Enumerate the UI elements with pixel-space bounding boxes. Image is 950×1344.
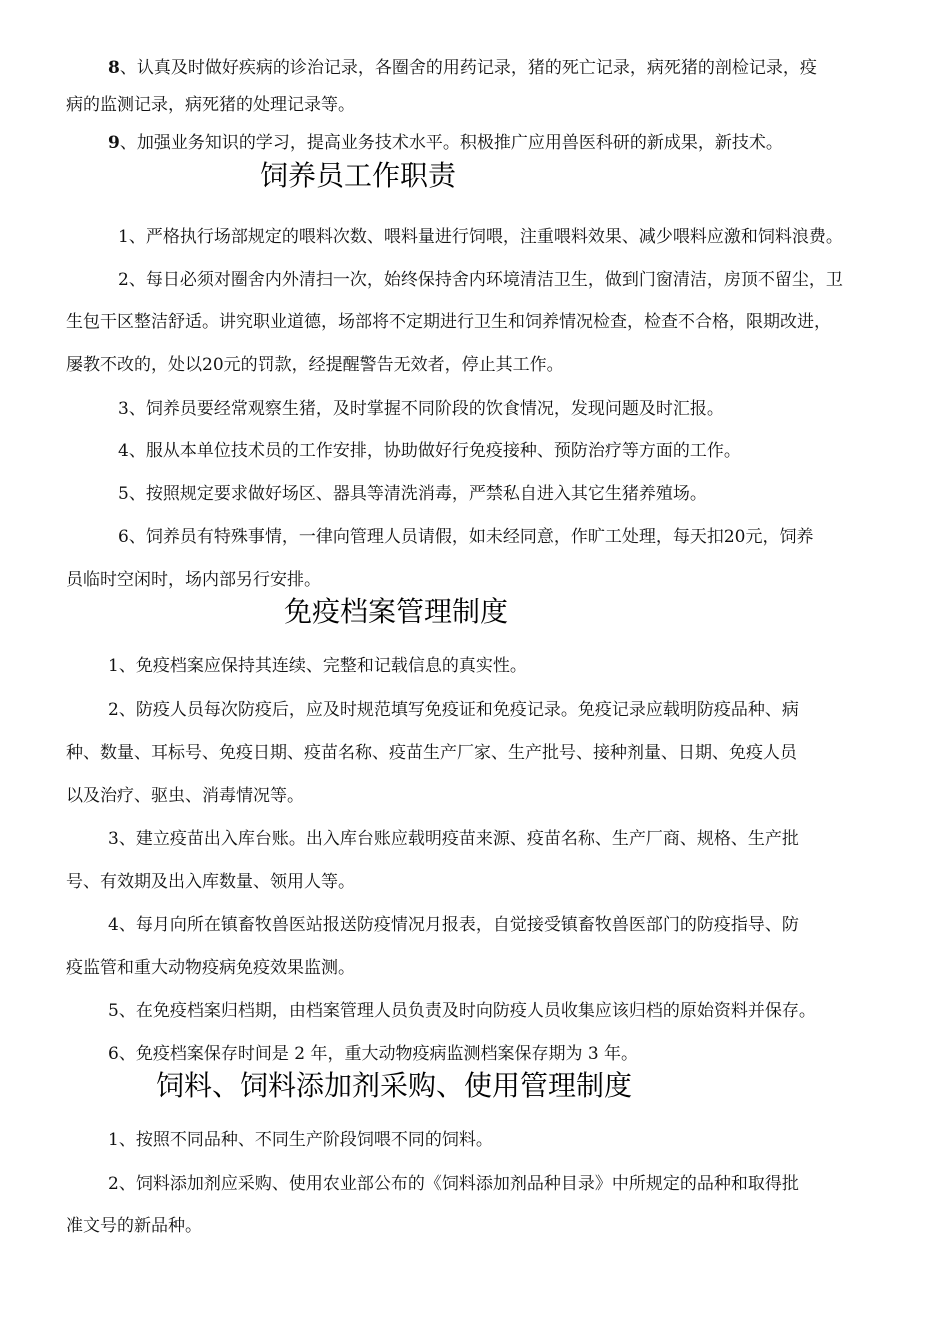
immunization-line-5: 3、建立疫苗出入库台账。出入库台账应载明疫苗来源、疫苗名称、生产厂商、规格、生产批 [108,829,799,849]
item-9-text: 、加强业务知识的学习，提高业务技术水平。积极推广应用兽医科研的新成果，新技术。 [119,133,783,153]
immunization-line-1: 1、免疫档案应保持其连续、完整和记载信息的真实性。 [108,656,527,676]
feeder-line-2: 2、每日必须对圈舍内外清扫一次，始终保持舍内环境清洁卫生，做到门窗清洁，房顶不留尘，卫 [118,270,843,290]
immunization-line-3: 种、数量、耳标号、免疫日期、疫苗名称、疫苗生产厂家、生产批号、接种剂量、日期、免疫人员 [66,743,797,763]
item-9-line [108,131,783,155]
feeder-line-7: 5、按照规定要求做好场区、器具等清洗消毒，严禁私自进入其它生猪养殖场。 [118,484,707,504]
item-8-number: 8 [108,58,120,78]
immunization-line-8: 疫监管和重大动物疫病免疫效果监测。 [66,958,355,978]
feeder-line-4: 屡教不改的，处以20元的罚款，经提醒警告无效者，停止其工作。 [66,355,564,375]
immunization-line-6: 号、有效期及出入库数量、领用人等。 [66,872,355,892]
feeder-line-8: 6、饲养员有特殊事情，一律向管理人员请假，如未经同意，作旷工处理，每天扣20元，饲养 [118,527,814,547]
feeder-line-9: 员临时空闲时，场内部另行安排。 [66,570,321,590]
heading-feeder-duties: 饲养员工作职责 [260,159,457,192]
feeder-line-5: 3、饲养员要经常观察生猪，及时掌握不同阶段的饮食情况，发现问题及时汇报。 [118,399,724,419]
item-8-line-2: 病的监测记录，病死猪的处理记录等。 [66,95,355,115]
immunization-line-2: 2、防疫人员每次防疫后，应及时规范填写免疫证和免疫记录。免疫记录应载明防疫品种、病 [108,700,799,720]
item-9-number: 9 [108,133,120,153]
immunization-line-4: 以及治疗、驱虫、消毒情况等。 [66,786,304,806]
feed-line-2: 2、饲料添加剂应采购、使用农业部公布的《饲料添加剂品种目录》中所规定的品种和取得批 [108,1174,799,1194]
feeder-line-6: 4、服从本单位技术员的工作安排，协助做好行免疫接种、预防治疗等方面的工作。 [118,441,741,461]
item-8-line-1 [108,56,817,80]
feed-line-1: 1、按照不同品种、不同生产阶段饲喂不同的饲料。 [108,1130,493,1150]
immunization-line-10: 6、免疫档案保存时间是 2 年，重大动物疫病监测档案保存期为 3 年。 [108,1044,639,1064]
immunization-line-9: 5、在免疫档案归档期，由档案管理人员负责及时向防疫人员收集应该归档的原始资料并保存。 [108,1001,816,1021]
feeder-line-1: 1、严格执行场部规定的喂料次数、喂料量进行饲喂，注重喂料效果、减少喂料应激和饲料浪费。 [118,227,843,247]
heading-immunization-archive: 免疫档案管理制度 [284,595,509,628]
feeder-line-3: 生包干区整洁舒适。讲究职业道德，场部将不定期进行卫生和饲养情况检查，检查不合格，限期改进， [66,312,831,332]
item-8-text: 、认真及时做好疾病的诊治记录，各圈舍的用药记录，猪的死亡记录，病死猪的剖检记录，疫 [119,58,817,78]
immunization-line-7: 4、每月向所在镇畜牧兽医站报送防疫情况月报表，自觉接受镇畜牧兽医部门的防疫指导、防 [108,915,799,935]
feed-line-3: 准文号的新品种。 [66,1216,202,1236]
heading-feed-procurement: 饲料、饲料添加剂采购、使用管理制度 [156,1069,633,1102]
